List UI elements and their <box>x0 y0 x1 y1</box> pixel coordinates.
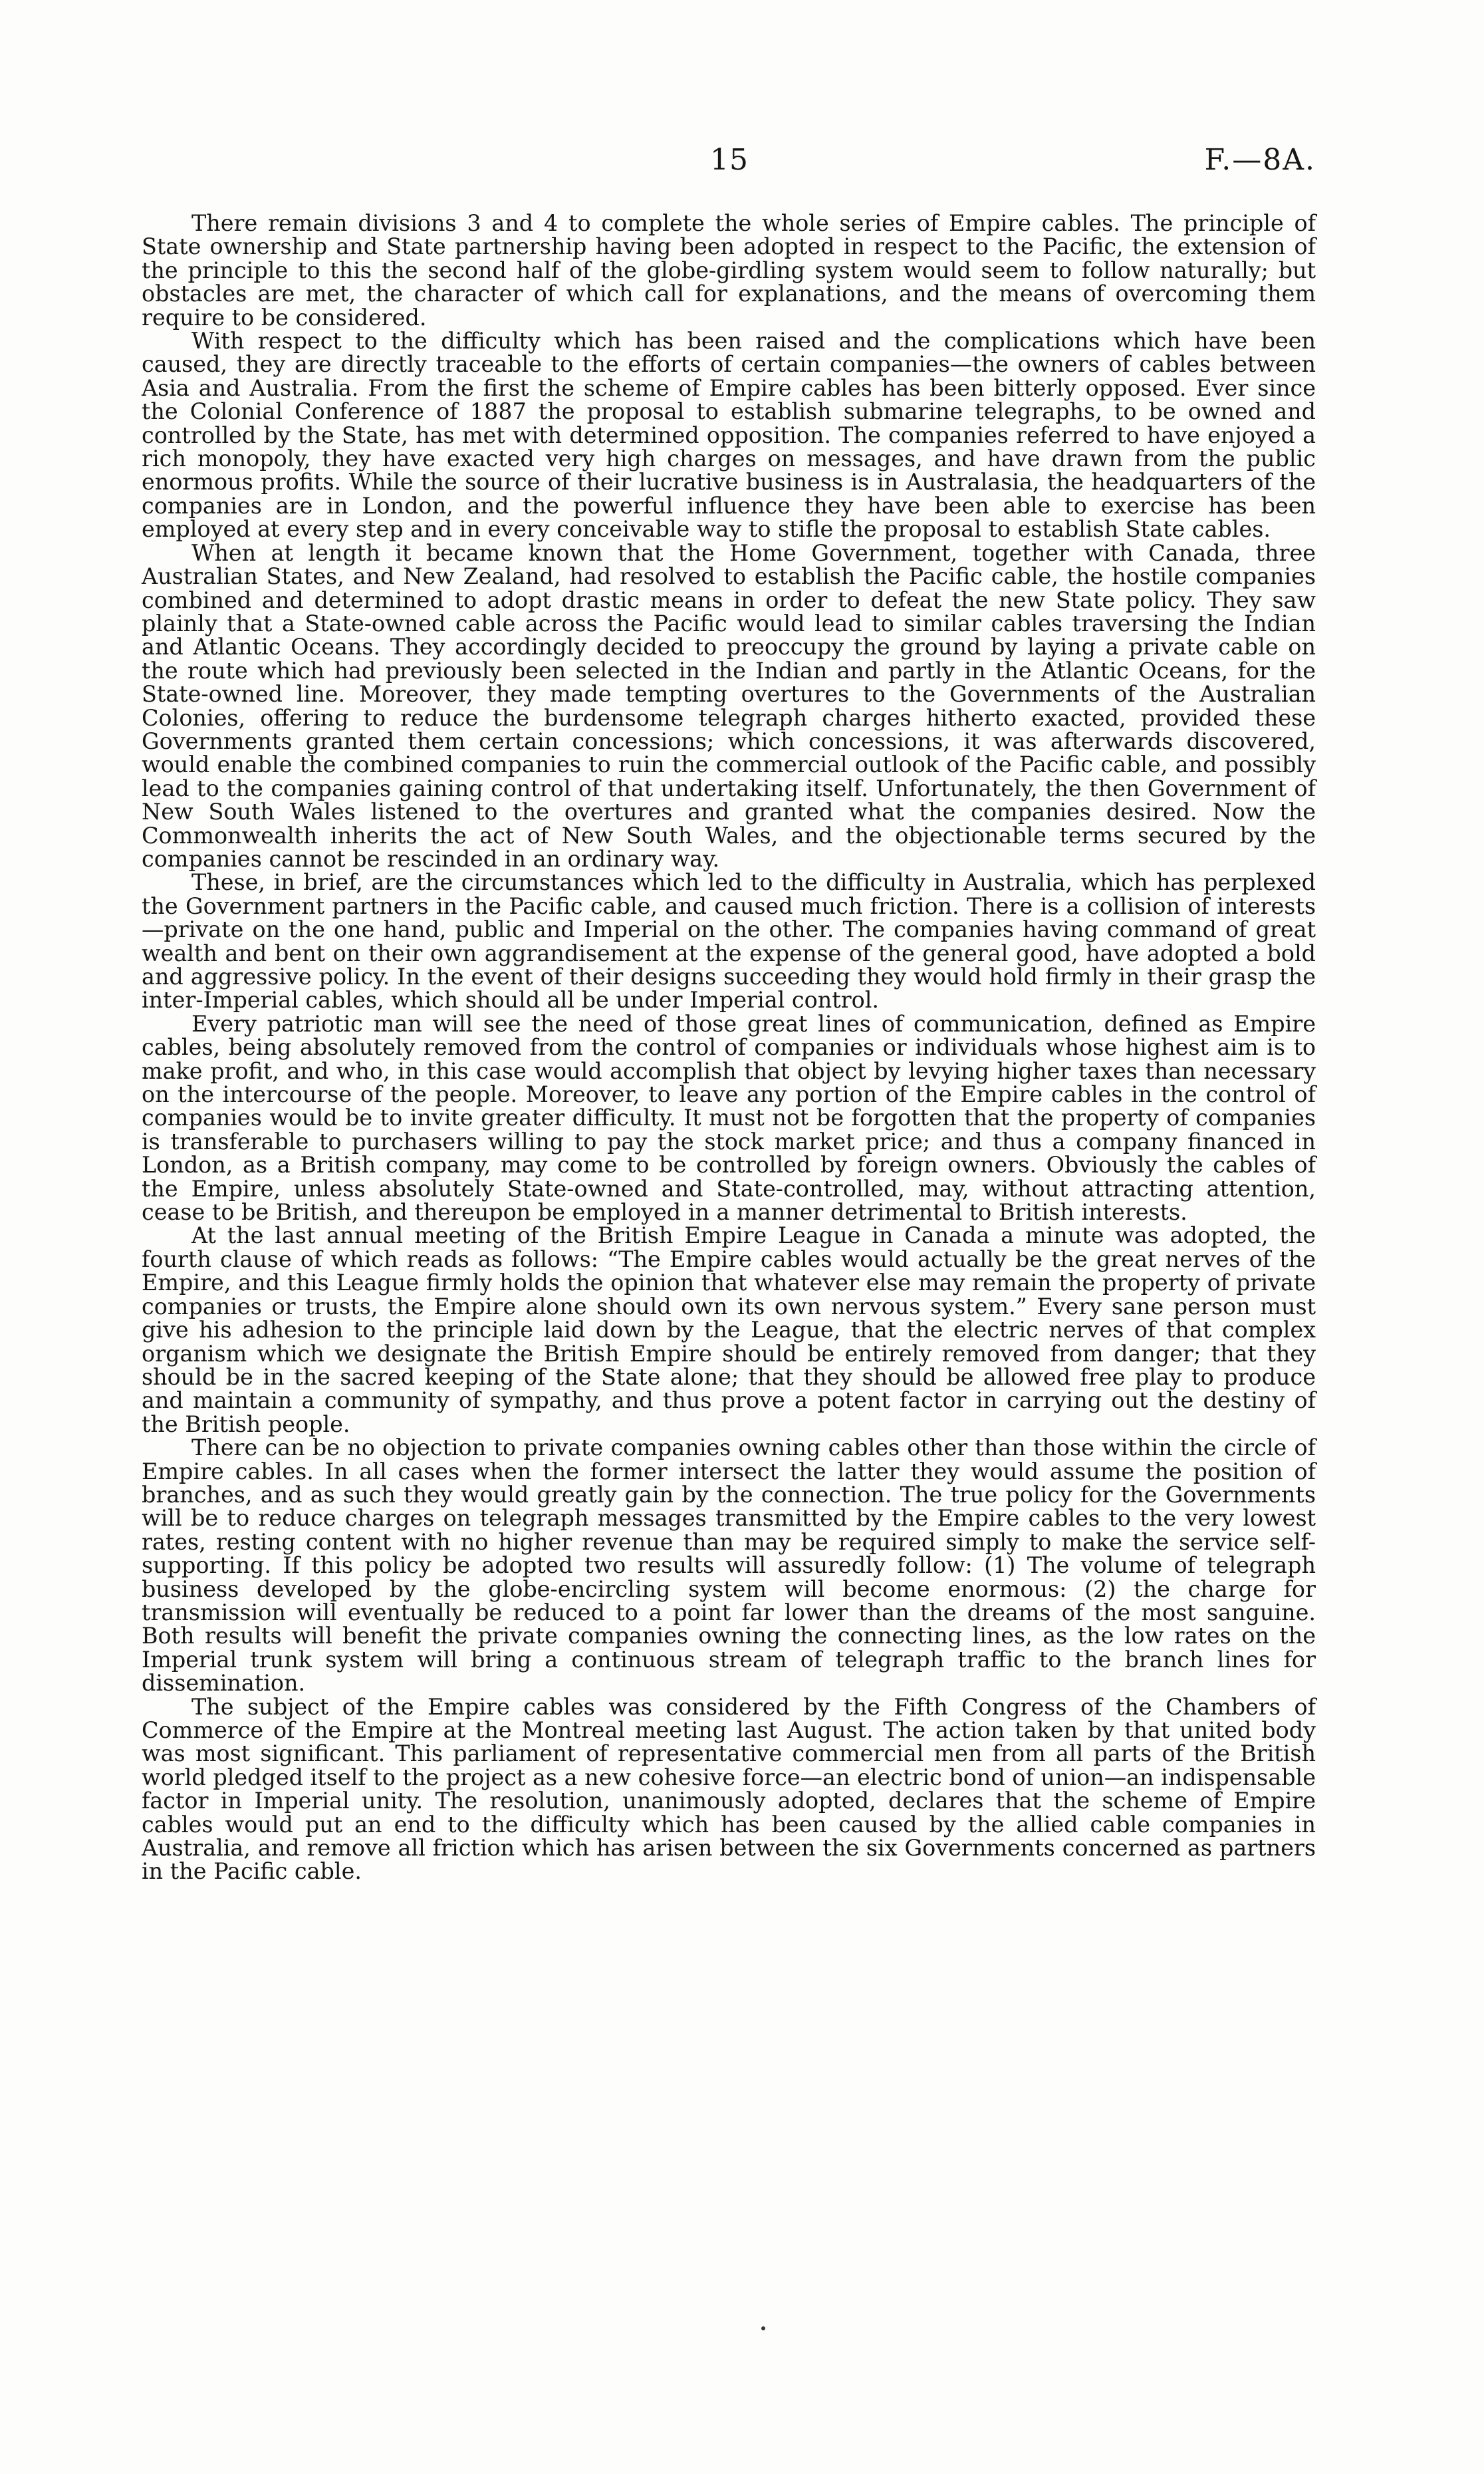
paragraph: These, in brief, are the circumstances which led to the difficulty in Australia, which has perplexed the Government partners in the Pacific cable, and caused much friction. There is a collision of interests—private on the one hand, public and Imperial on the other. The companies having command of great wealth and bent on their own aggrandisement at the expense of the general good, have adopted a bold and aggressive policy. In the event of their designs succeeding they would hold firmly in their grasp the inter-Imperial cables, which should all be under Imperial control. <box>142 869 1316 1014</box>
ink-speck <box>761 2326 765 2330</box>
paragraph: There can be no objection to private companies owning cables other than those within the circle of Empire cables. In all cases when the former intersect the latter they would assume the position of branches, and as such they would greatly gain by the connection. The true policy for the Governments will be to reduce charges on telegraph messages transmitted by the Empire cables to the very lowest rates, resting content with no higher revenue than may be required simply to make the service self-supporting. If this policy be adopted two results will assuredly follow: (1) The volume of telegraph business developed by the globe-encircling system will become enormous: (2) the charge for transmission will eventually be reduced to a point far lower than the dreams of the most sanguine. Both results will benefit the private companies owning the connecting lines, as the low rates on the Imperial trunk system will bring a continuous stream of telegraph traffic to the branch lines for dissemination. <box>142 1435 1316 1697</box>
page-number: 15 <box>710 143 749 177</box>
paragraph: At the last annual meeting of the British Empire League in Canada a minute was adopted, the fourth clause of which reads as follows: “The Empire cables would actually be the great nerves of the Empire, and this League firmly holds the opinion that whatever else may remain the property of private companies or trusts, the Empire alone should own its own nervous system.” Every sane person must give his adhesion to the principle laid down by the League, that the electric nerves of that complex organism which we designate the British Empire should be entirely removed from danger; that they should be in the sacred keeping of the State alone; that they should be allowed free play to produce and maintain a community of sympathy, and thus prove a potent factor in carrying out the destiny of the British people. <box>142 1222 1316 1437</box>
paragraph: When at length it became known that the Home Government, together with Canada, three Australian States, and New Zealand, had resolved to establish the Pacific cable, the hostile companies combined and determined to adopt drastic means in order to defeat the new State policy. They saw plainly that a State-owned cable across the Pacific would lead to similar cables traversing the Indian and Atlantic Oceans. They accordingly decided to preoccupy the ground by laying a private cable on the route which had previously been selected in the Indian and partly in the Atlantic Oceans, for the State-owned line. Moreover, they made tempting overtures to the Governments of the Australian Colonies, offering to reduce the burdensome telegraph charges hitherto exacted, provided these Governments granted them certain concessions; which concessions, it was afterwards discovered, would enable the combined companies to ruin the commercial outlook of the Pacific cable, and possibly lead to the companies gaining control of that undertaking itself. Unfortunately, the then Government of New South Wales listened to the overtures and granted what the companies desired. Now the Commonwealth inherits the act of New South Wales, and the objectionable terms secured by the companies cannot be rescinded in an ordinary way. <box>142 539 1316 872</box>
paragraph: The subject of the Empire cables was considered by the Fifth Congress of the Chambers of Commerce of the Empire at the Montreal meeting last August. The action taken by that united body was most significant. This parliament of representative commercial men from all parts of the British world pledged itself to the project as a new cohesive force—an electric bond of union—an indispensable factor in Imperial unity. The resolution, unanimously adopted, declares that the scheme of Empire cables would put an end to the difficulty which has been caused by the allied cable companies in Australia, and remove all friction which has arisen between the six Governments concerned as partners in the Pacific cable. <box>142 1693 1316 1885</box>
paragraph: Every patriotic man will see the need of those great lines of communication, defined as Empire cables, being absolutely removed from the control of companies or individuals whose highest aim is to make profit, and who, in this case would accomplish that object by levying higher taxes than necessary on the intercourse of the people. Moreover, to leave any portion of the Empire cables in the control of companies would be to invite greater difficulty. It must not be forgotten that the property of companies is transferable to purchasers willing to pay the stock market price; and thus a company financed in London, as a British company, may come to be controlled by foreign owners. Obviously the cables of the Empire, unless absolutely State-owned and State-controlled, may, without attracting attention, cease to be British, and thereupon be employed in a manner detrimental to British interests. <box>142 1010 1316 1226</box>
document-reference: F.—8A. <box>1204 143 1316 177</box>
body-text <box>142 211 1316 1883</box>
page-header <box>0 143 1484 190</box>
paragraph: With respect to the difficulty which has been raised and the complications which have been caused, they are directly traceable to the efforts of certain companies—the owners of cables between Asia and Australia. From the first the scheme of Empire cables has been bitterly opposed. Ever since the Colonial Conference of 1887 the proposal to establish submarine telegraphs, to be owned and controlled by the State, has met with determined opposition. The companies referred to have enjoyed a rich monopoly, they have exacted very high charges on messages, and have drawn from the public enormous profits. While the source of their lucrative business is in Australasia, the headquarters of the companies are in London, and the powerful influence they have been able to exercise has been employed at every step and in every conceivable way to stifle the proposal to establish State cables. <box>142 328 1316 543</box>
paragraph: There remain divisions 3 and 4 to complete the whole series of Empire cables. The principle of State ownership and State partnership having been adopted in respect to the Pacific, the extension of the principle to this the second half of the globe-girdling system would seem to follow naturally; but obstacles are met, the character of which call for explanations, and the means of overcoming them require to be considered. <box>142 210 1316 331</box>
